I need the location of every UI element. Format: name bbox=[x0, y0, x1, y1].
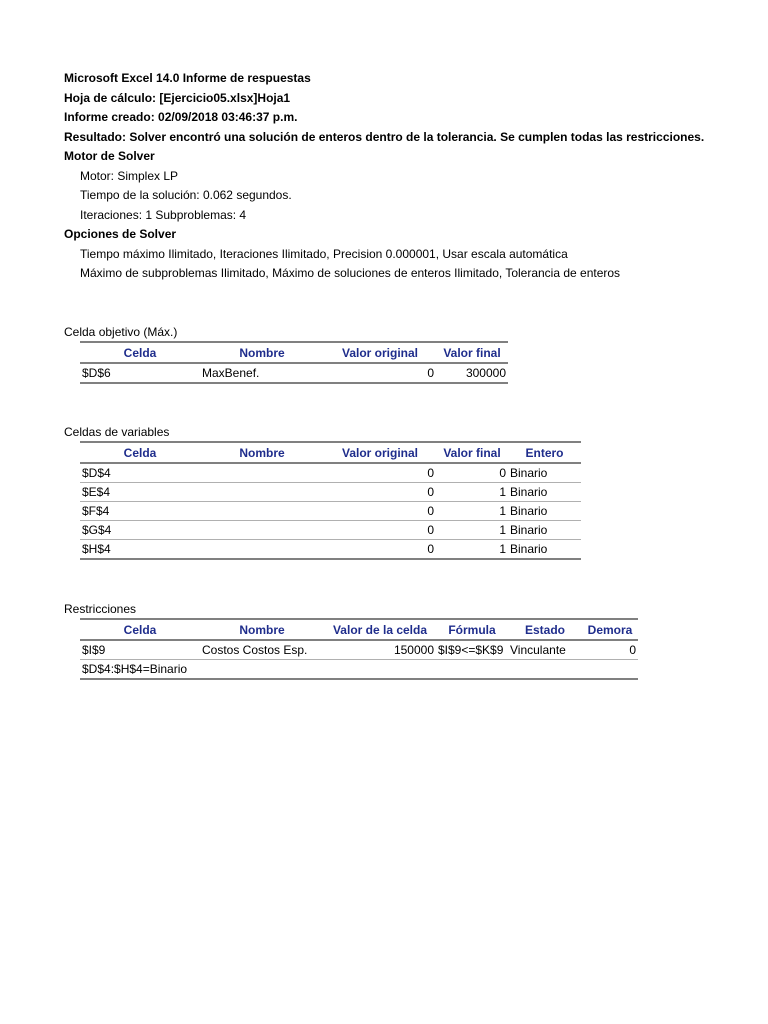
cell-original: 0 bbox=[324, 540, 436, 560]
cell-ref: $G$4 bbox=[80, 521, 200, 540]
cell-name bbox=[200, 502, 324, 521]
cell-original: 0 bbox=[324, 463, 436, 483]
cell-slack bbox=[582, 660, 638, 680]
objective-section-title: Celda objetivo (Máx.) bbox=[64, 325, 178, 339]
table-row bbox=[80, 483, 581, 502]
objective-table bbox=[80, 341, 508, 384]
table-row bbox=[80, 502, 581, 521]
cell-ref: $D$4 bbox=[80, 463, 200, 483]
col-header-original: Valor original bbox=[324, 442, 436, 463]
cell-integer: Binario bbox=[508, 521, 581, 540]
cell-ref: $D$4:$H$4=Binario bbox=[80, 660, 324, 680]
cell-formula bbox=[436, 660, 508, 680]
constraints-section-title: Restricciones bbox=[64, 602, 137, 616]
col-header-formula: Fórmula bbox=[436, 619, 508, 640]
col-header-status: Estado bbox=[508, 619, 582, 640]
cell-ref: $F$4 bbox=[80, 502, 200, 521]
cell-original: 0 bbox=[324, 483, 436, 502]
variables-header-row bbox=[80, 442, 581, 463]
cell-original: 0 bbox=[324, 502, 436, 521]
engine-section-title: Motor de Solver bbox=[64, 149, 155, 163]
col-header-value: Valor de la celda bbox=[324, 619, 436, 640]
cell-status: Vinculante bbox=[508, 640, 582, 660]
cell-final: 1 bbox=[436, 502, 508, 521]
cell-name: MaxBenef. bbox=[200, 363, 324, 383]
answer-report-sheet bbox=[64, 0, 705, 1024]
table-row bbox=[80, 660, 638, 680]
solver-result: Resultado: Solver encontró una solución de enteros dentro de la tolerancia. Se cumplen todas las restricciones. bbox=[64, 130, 705, 144]
cell-integer: Binario bbox=[508, 540, 581, 560]
table-row bbox=[80, 521, 581, 540]
cell-name bbox=[200, 483, 324, 502]
cell-final: 1 bbox=[436, 540, 508, 560]
col-header-name: Nombre bbox=[200, 619, 324, 640]
table-row bbox=[80, 463, 581, 483]
cell-integer: Binario bbox=[508, 483, 581, 502]
cell-original: 0 bbox=[324, 363, 436, 383]
engine-time: Tiempo de la solución: 0.062 segundos. bbox=[80, 188, 292, 202]
options-line-1: Tiempo máximo Ilimitado, Iteraciones Ilimitado, Precision 0.000001, Usar escala automática bbox=[80, 247, 568, 261]
col-header-slack: Demora bbox=[582, 619, 638, 640]
objective-header-row bbox=[80, 342, 508, 363]
report-created: Informe creado: 02/09/2018 03:46:37 p.m. bbox=[64, 110, 298, 124]
table-row bbox=[80, 363, 508, 383]
cell-final: 1 bbox=[436, 483, 508, 502]
variables-section-title: Celdas de variables bbox=[64, 425, 170, 439]
cell-value: 150000 bbox=[324, 640, 436, 660]
cell-formula: $I$9<=$K$9 bbox=[436, 640, 508, 660]
cell-name bbox=[200, 521, 324, 540]
cell-final: 0 bbox=[436, 463, 508, 483]
cell-ref: $E$4 bbox=[80, 483, 200, 502]
table-row bbox=[80, 640, 638, 660]
col-header-cell: Celda bbox=[80, 442, 200, 463]
cell-ref: $H$4 bbox=[80, 540, 200, 560]
engine-motor: Motor: Simplex LP bbox=[80, 169, 179, 183]
variables-table bbox=[80, 441, 581, 560]
constraints-table bbox=[80, 618, 638, 680]
cell-status bbox=[508, 660, 582, 680]
col-header-original: Valor original bbox=[324, 342, 436, 363]
cell-name bbox=[200, 540, 324, 560]
table-row bbox=[80, 540, 581, 560]
options-line-2: Máximo de subproblemas Ilimitado, Máximo de soluciones de enteros Ilimitado, Tolerancia de enteros bbox=[80, 266, 621, 280]
cell-ref: $D$6 bbox=[80, 363, 200, 383]
col-header-integer: Entero bbox=[508, 442, 581, 463]
col-header-cell: Celda bbox=[80, 342, 200, 363]
cell-name: Costos Costos Esp. bbox=[200, 640, 324, 660]
cell-ref: $I$9 bbox=[80, 640, 200, 660]
cell-slack: 0 bbox=[582, 640, 638, 660]
col-header-final: Valor final bbox=[436, 342, 508, 363]
constraints-header-row bbox=[80, 619, 638, 640]
cell-original: 0 bbox=[324, 521, 436, 540]
col-header-name: Nombre bbox=[200, 342, 324, 363]
col-header-final: Valor final bbox=[436, 442, 508, 463]
worksheet-name: Hoja de cálculo: [Ejercicio05.xlsx]Hoja1 bbox=[64, 91, 291, 105]
options-section-title: Opciones de Solver bbox=[64, 227, 177, 241]
cell-integer: Binario bbox=[508, 463, 581, 483]
cell-final: 1 bbox=[436, 521, 508, 540]
col-header-name: Nombre bbox=[200, 442, 324, 463]
col-header-cell: Celda bbox=[80, 619, 200, 640]
report-title: Microsoft Excel 14.0 Informe de respuestas bbox=[64, 71, 311, 85]
cell-name bbox=[200, 463, 324, 483]
cell-integer: Binario bbox=[508, 502, 581, 521]
cell-final: 300000 bbox=[436, 363, 508, 383]
cell-value bbox=[324, 660, 436, 680]
engine-iterations: Iteraciones: 1 Subproblemas: 4 bbox=[80, 208, 247, 222]
